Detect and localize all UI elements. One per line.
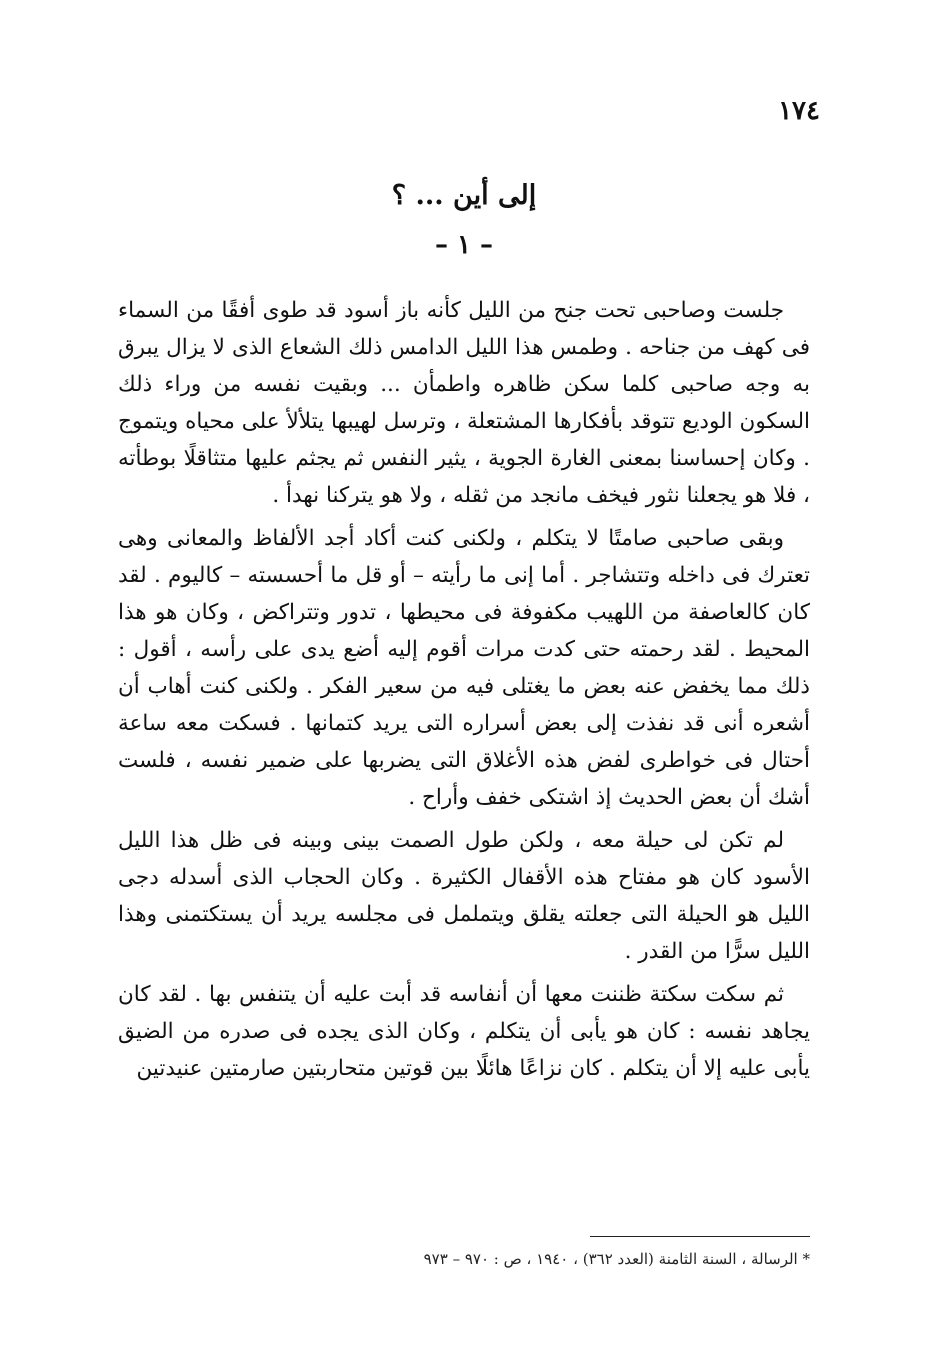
paragraph: ثم سكت سكتة ظننت معها أن أنفاسه قد أبت عليه أن يتنفس بها . لقد كان يجاهد نفسه : كان هو يأبى أن يتكلم ، وكان الذى يجده فى صدره من الضيق يأبى عليه إلا أن يتكلم . كان نزاعًا هائلًا بين قوتين متحاربتين صارمتين عنيدتين xyxy=(118,982,810,1081)
section-number: – ١ – xyxy=(434,230,494,260)
page-number: ١٧٤ xyxy=(778,96,820,126)
article-body xyxy=(118,292,810,1093)
paragraph: لم تكن لى حيلة معه ، ولكن طول الصمت بينى وبينه فى ظل هذا الليل الأسود كان هو مفتاح هذه الأقفال الكثيرة . وكان الحجاب الذى أسدله دجى الليل هو الحيلة التى جعلته يقلق ويتململ فى مجلسه يريد أن يستكتمنى وهذا الليل سرًّا من القدر . xyxy=(118,828,810,964)
paragraph: جلست وصاحبى تحت جنح من الليل كأنه باز أسود قد طوى أفقًا من السماء فى كهف من جناحه . وطمس هذا الليل الدامس ذلك الشعاع الذى لا يزال يبرق به وجه صاحبى كلما سكن ظاهره واطمأن ... وبقيت نفسه من وراء ذلك السكون الوديع تتوقد بأفكارها المشتعلة ، وترسل لهيبها يتلألأ على محياه ويتموج . وكان إحساسنا بمعنى الغارة الجوية ، يثير النفس ثم يجثم عليها متثاقلًا بوطأته ، فلا هو يجعلنا نثور فيخف مانجد من ثقله ، ولا هو يتركنا نهدأ . xyxy=(118,298,810,508)
footnote: * الرسالة ، السنة الثامنة (العدد ٣٦٢) ، ١٩٤٠ ، ص : ٩٧٠ – ٩٧٣ xyxy=(423,1250,810,1268)
paragraph: وبقى صاحبى صامتًا لا يتكلم ، ولكنى كنت أكاد أجد الألفاظ والمعانى وهى تعترك فى داخله وتتشاجر . أما إنى ما رأيته – أو قل ما أحسسته – كاليوم . لقد كان كالعاصفة من اللهيب مكفوفة فى محيطها ، تدور وتتراكض ، وكان هو هذا المحيط . لقد رحمته حتى كدت مرات أقوم إليه أضع يدى على رأسه ، أقول : ذلك مما يخفض عنه بعض ما يغتلى فيه من سعير الفكر . ولكنى كنت أهاب أن أشعره أنى قد نفذت إلى بعض أسراره التى يريد كتمانها . فسكت معه ساعة أحتال فى خواطرى لفض هذه الأغلاق التى يضربها على ضمير نفسه ، فلست أشك أن بعض الحديث إذ اشتكى خفف وأراح . xyxy=(118,526,810,810)
article-title: إلى أين ... ؟ xyxy=(391,180,537,211)
footnote-divider xyxy=(590,1236,810,1237)
